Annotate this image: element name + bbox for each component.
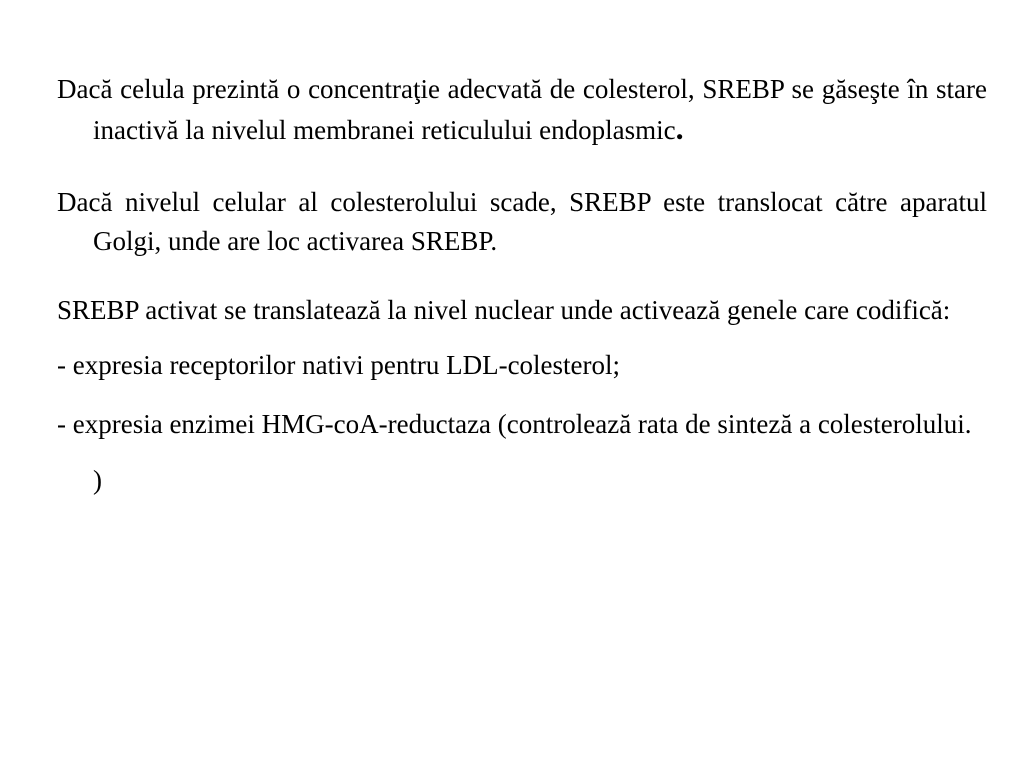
paragraph-cholesterol-decreases: Dacă nivelul celular al colesterolului scade, SREBP este translocat către aparatul Golgi, unde are loc activarea SREBP.	[57, 187, 987, 256]
paragraph-srebp-activated: SREBP activat se translatează la nivel nuclear unde activează genele care codifică:	[57, 295, 951, 325]
paragraph-end-dot: .	[675, 110, 684, 146]
slide-body	[57, 70, 987, 508]
paragraph-text: Dacă celula prezintă o concentraţie adecvată de colesterol, SREBP se găseşte în stare inactivă la nivelul membranei reticulului endoplasmic	[57, 74, 987, 145]
paragraph-cholesterol-adequate	[57, 70, 987, 150]
list-item-hmg-coa-reductase: - expresia enzimei HMG-coA-reductaza (controlează rata de sinteză a colesterolului. )	[57, 409, 972, 495]
list-item-ldl-receptor: - expresia receptorilor nativi pentru LDL-colesterol;	[57, 350, 621, 380]
